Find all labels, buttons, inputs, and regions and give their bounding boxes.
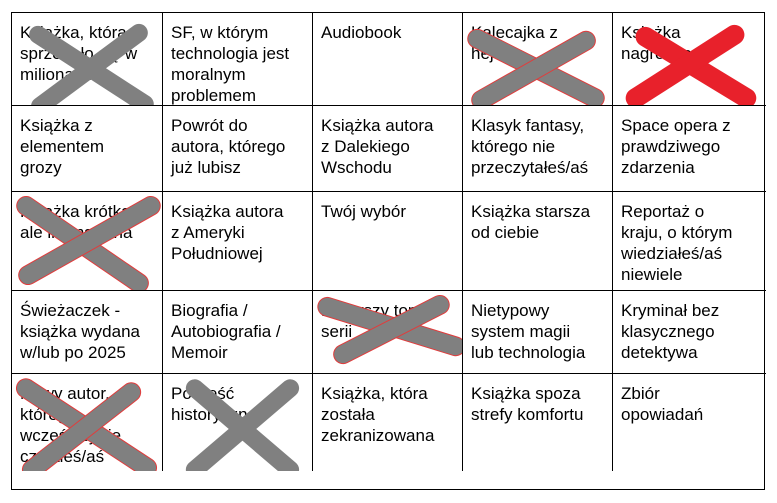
cell-label: Książka autora z Ameryki Południowej [171,202,284,263]
bingo-cell[interactable] [12,192,163,291]
bingo-cell[interactable] [163,192,313,291]
bingo-cell[interactable] [463,106,613,192]
cell-label: Biografia / Autobiografia / Memoir [171,301,281,362]
bingo-grid [11,12,765,490]
bingo-cell[interactable] [313,374,463,471]
bingo-cell[interactable] [463,192,613,291]
bingo-cell[interactable] [613,374,766,471]
cell-label: Nietypowy system magii lub technologia [471,301,586,362]
bingo-cell[interactable] [613,106,766,192]
cell-label: Space opera z prawdziwego zdarzenia [621,116,731,177]
bingo-cell[interactable] [12,106,163,192]
cell-label: Twój wybór [321,202,407,221]
cell-label: Książka krótka, ale intensywna [20,202,136,242]
bingo-cell[interactable] [313,13,463,106]
bingo-cell[interactable] [463,291,613,374]
cell-label: Książka nagrodzona [621,23,711,63]
cell-label: Pierwszy tom serii [321,301,423,341]
bingo-cell[interactable] [313,106,463,192]
bingo-cell[interactable] [463,13,613,106]
cell-label: SF, w którym technologia jest moralnym problemem [171,23,290,105]
cell-label: Kryminał bez klasycznego detektywa [621,301,720,362]
cell-label: Książka spoza strefy komfortu [471,384,584,424]
cell-label: Książka autora z Dalekiego Wschodu [321,116,434,177]
cell-label: Zbiór opowiadań [621,384,704,424]
bingo-cell[interactable] [12,291,163,374]
bingo-cell[interactable] [313,192,463,291]
bingo-cell[interactable] [163,291,313,374]
cell-label: Książka, która została zekranizowana [321,384,435,445]
cell-label: Książka starsza od ciebie [471,202,591,242]
bingo-cell[interactable] [613,291,766,374]
cell-label: Książka z elementem grozy [20,116,105,177]
cell-label: Powrót do autora, którego już lubisz [171,116,286,177]
bingo-cell[interactable] [163,374,313,471]
bingo-cell[interactable] [12,374,163,471]
cell-label: Świeżaczek - książka wydana w/lub po 2025 [20,301,141,362]
cell-label: Nowy autor, którego wcześniej nie czytałeś/aś [20,384,122,466]
cell-label: Powieść historyczna [171,384,257,424]
bingo-cell[interactable] [12,13,163,106]
cell-label: Reportaż o kraju, o którym wiedziałeś/aś niewiele [621,202,733,284]
bingo-cell[interactable] [313,291,463,374]
bingo-cell[interactable] [613,192,766,291]
cell-label: Książka, którą sprzedało się w milionach [20,23,138,84]
bingo-cell[interactable] [463,374,613,471]
bingo-cell[interactable] [163,106,313,192]
bingo-cell[interactable] [163,13,313,106]
cell-label: Kalecajka z hejtem [471,23,558,63]
cell-label: Klasyk fantasy, którego nie przeczytałeś/aś [471,116,589,177]
bingo-cell[interactable] [613,13,766,106]
cell-label: Audiobook [321,23,402,42]
